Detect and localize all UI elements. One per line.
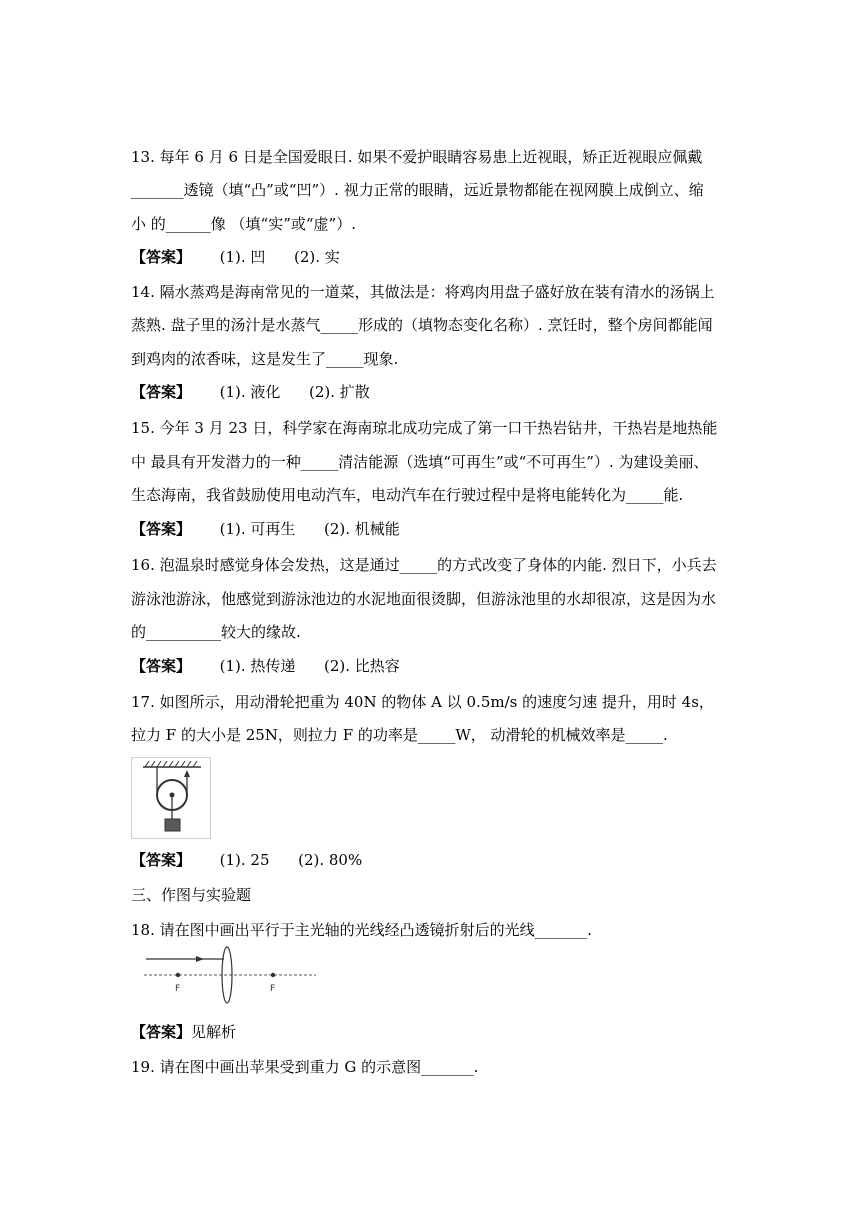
q18-line1: 18. 请在图中画出平行于主光轴的光线经凸透镜折射后的光线_______.: [131, 921, 592, 939]
answer-text: (1). 25 (2). 80%: [191, 851, 363, 869]
q17-line1: 17. 如图所示，用动滑轮把重为 40N 的物体 A 以 0.5m/s 的速度匀速 提升，用时 4s，: [131, 693, 714, 711]
q15-answer: [131, 519, 400, 539]
q13-line1: 13. 每年 6 月 6 日是全国爱眼日. 如果不爱护眼睛容易患上近视眼，矫正近视眼应佩戴: [131, 148, 703, 166]
q17-answer: [131, 850, 362, 870]
q14-line1: 14. 隔水蒸鸡是海南常见的一道菜，其做法是：将鸡肉用盘子盛好放在装有清水的汤锅上: [131, 283, 715, 301]
focus-point-right: [271, 973, 275, 977]
q15-line3: 生态海南，我省鼓励使用电动汽车，电动汽车在行驶过程中是将电能转化为_____能.: [131, 486, 684, 504]
focus-label-left: F: [175, 984, 181, 994]
q14-line2: 蒸熟. 盘子里的汤汁是水蒸气_____形成的（填物态变化名称）. 烹饪时，整个房间都能闻: [131, 316, 713, 334]
answer-tag: 【答案】: [131, 520, 192, 538]
q16-answer: [131, 656, 400, 676]
q13-line2: _______透镜（填“凸”或“凹”）. 视力正常的眼睛，远近景物都能在视网膜上成倒立、缩: [131, 181, 704, 199]
answer-text: (1). 凹 (2). 实: [191, 248, 340, 266]
answer-tag: 【答案】: [131, 1023, 192, 1041]
answer-tag: 【答案】: [131, 248, 192, 266]
q16-line3: 的__________较大的缘故.: [131, 623, 301, 641]
q19-line1: 19. 请在图中画出苹果受到重力 G 的示意图_______.: [131, 1058, 479, 1076]
ray-arrow: [196, 956, 204, 962]
answer-text: (1). 液化 (2). 扩散: [191, 383, 370, 401]
answer-text: (1). 热传递 (2). 比热容: [191, 657, 400, 675]
q13-answer: [131, 247, 340, 267]
q16-line2: 游泳池游泳，他感觉到游泳池边的水泥地面很烫脚，但游泳池里的水却很凉，这是因为水: [131, 590, 717, 608]
answer-tag: 【答案】: [131, 383, 192, 401]
q16-line1: 16. 泡温泉时感觉身体会发热，这是通过_____的方式改变了身体的内能. 烈日下，小兵去: [131, 556, 717, 574]
q18-answer: [131, 1022, 236, 1042]
lens-figure: [140, 945, 320, 1013]
focus-point-left: [176, 973, 180, 977]
object-a: [165, 819, 180, 831]
q15-line1: 15. 今年 3 月 23 日，科学家在海南琼北成功完成了第一口干热岩钻井，干热岩是地热能: [131, 419, 718, 437]
focus-label-right: F: [270, 984, 276, 994]
answer-tag: 【答案】: [131, 851, 192, 869]
answer-text: 见解析: [191, 1023, 237, 1041]
section-title: 三、作图与实验题: [131, 886, 252, 904]
q15-line2: 中 最具有开发潜力的一种_____清洁能源（选填“可再生”或“不可再生”）. 为建设美丽、: [131, 453, 709, 471]
q14-answer: [131, 382, 370, 402]
q14-line3: 到鸡肉的浓香味，这是发生了_____现象.: [131, 350, 399, 368]
pulley-axle: [170, 793, 175, 798]
pulley-figure: [131, 757, 211, 839]
q13-line3: 小 的______像 （填“实”或“虚”）.: [131, 215, 356, 233]
answer-text: (1). 可再生 (2). 机械能: [191, 520, 400, 538]
answer-tag: 【答案】: [131, 657, 192, 675]
q17-line2: 拉力 F 的大小是 25N，则拉力 F 的功率是_____W， 动滑轮的机械效率是_____.: [131, 726, 668, 744]
